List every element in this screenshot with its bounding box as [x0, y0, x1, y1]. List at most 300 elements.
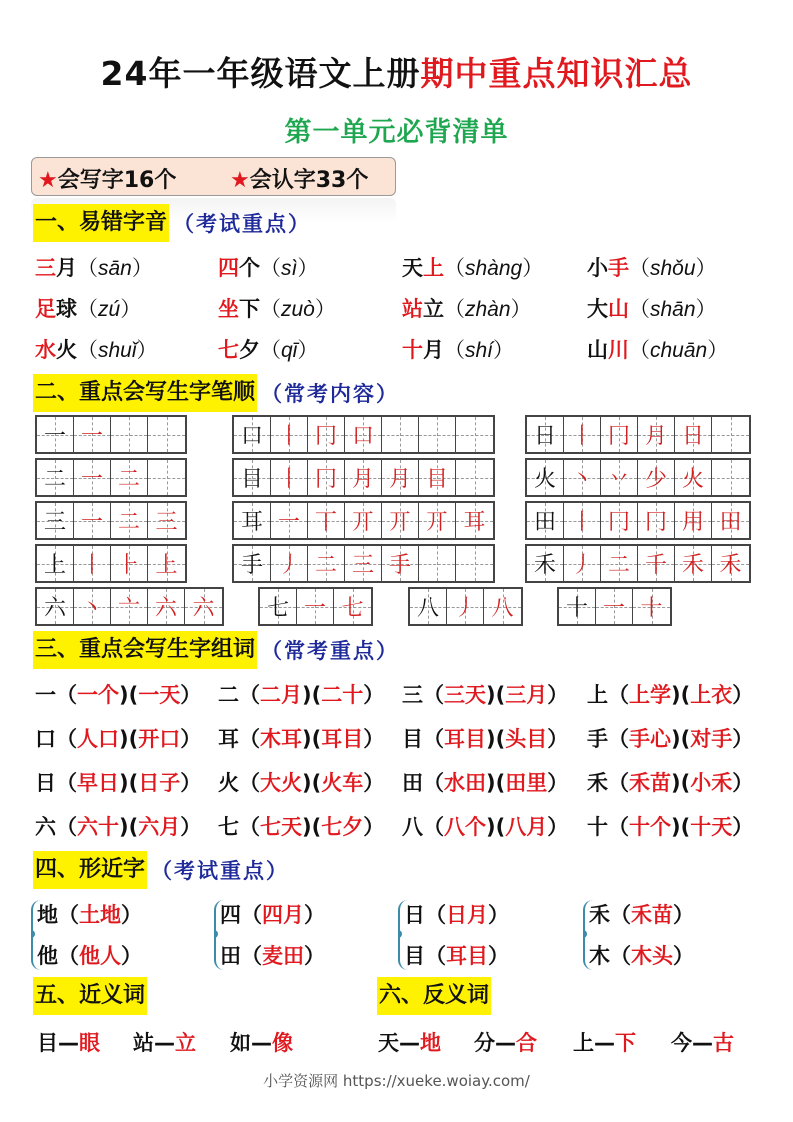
stroke-step: 丨: [80, 553, 103, 578]
grid-cell: [382, 460, 419, 495]
paren-mid: )(: [486, 771, 506, 795]
model-char: 十: [565, 596, 588, 621]
stroke-grid: [232, 544, 495, 583]
char-highlight: 手: [608, 256, 629, 280]
stroke-grid: [258, 587, 373, 626]
char-plain: 月: [56, 256, 77, 280]
word-1: 二月: [260, 683, 302, 707]
model-char: 上: [43, 553, 66, 578]
paren-close: ）: [488, 944, 509, 968]
stroke-step: 丨: [570, 424, 593, 449]
grid-cell: [111, 417, 148, 452]
word-2: 头目: [505, 727, 548, 751]
word: 他人: [79, 944, 121, 968]
paren-close: ）: [522, 256, 544, 280]
base-char: 火: [218, 771, 239, 795]
grid-cell: [111, 589, 148, 624]
word-2: 上衣: [690, 683, 733, 707]
paren-close: ）: [363, 683, 385, 707]
model-char: 口: [240, 424, 263, 449]
model-char: 手: [240, 553, 263, 578]
grid-cell: [564, 546, 601, 581]
paren-mid: )(: [486, 727, 506, 751]
model-char: 田: [533, 510, 556, 535]
word-1: 一个: [77, 683, 119, 707]
stroke-step: 丶: [80, 596, 103, 621]
stroke-step: 少: [644, 467, 667, 492]
word-2: 十天: [690, 815, 733, 839]
base-char: 二: [218, 683, 239, 707]
stroke-grid: [35, 415, 187, 454]
stroke-step: 冂: [314, 467, 337, 492]
paren-open: （: [610, 903, 631, 927]
stroke-step: 冂: [644, 510, 667, 535]
grid-cell: [148, 503, 185, 538]
base-char: 耳: [218, 727, 239, 751]
paren-close: ）: [180, 727, 202, 751]
grid-cell: [74, 589, 111, 624]
word-2: 六月: [138, 815, 181, 839]
stroke-step: 火: [681, 467, 704, 492]
word-group: [35, 679, 201, 709]
word-2: 三月: [505, 683, 548, 707]
word-2: 七夕: [321, 815, 364, 839]
grid-cell: [308, 417, 345, 452]
grid-cell: [410, 589, 447, 624]
star-icon: ★: [230, 168, 250, 193]
dash: —: [495, 1031, 516, 1055]
grid-cell: [74, 503, 111, 538]
word: 木头: [631, 944, 673, 968]
grid-cell: [111, 460, 148, 495]
char-plain: 夕: [239, 338, 260, 362]
paren-close: ）: [121, 903, 142, 927]
grid-cell: [564, 417, 601, 452]
grid-cell: [185, 589, 222, 624]
base-char: 六: [35, 815, 56, 839]
stroke-grid: [232, 415, 495, 454]
grid-cell: [601, 503, 638, 538]
base-char: 禾: [589, 903, 610, 927]
stroke-step: 丿: [570, 553, 593, 578]
similar-item: [220, 899, 325, 929]
char-plain: 球: [56, 297, 77, 321]
char-highlight: 七: [218, 338, 239, 362]
pinyin-text: zú: [98, 298, 121, 321]
word-group: [402, 723, 568, 753]
grid-cell: [260, 589, 297, 624]
stroke-grid: [525, 458, 751, 497]
word-1: 大火: [260, 771, 302, 795]
word-a: 站: [133, 1031, 154, 1055]
paren-close: ）: [304, 944, 325, 968]
grid-cell: [234, 503, 271, 538]
stroke-step: 二: [117, 467, 140, 492]
grid-cell: [148, 546, 185, 581]
paren-open: （: [239, 771, 260, 795]
base-char: 口: [35, 727, 56, 751]
stroke-step: 冂: [314, 424, 337, 449]
paren-close: ）: [695, 256, 717, 280]
grid-cell: [675, 460, 712, 495]
paren-open: （: [58, 944, 79, 968]
stroke-step: 二: [314, 553, 337, 578]
model-char: 耳: [240, 510, 263, 535]
stroke-step: 八: [491, 596, 514, 621]
word: 麦田: [262, 944, 304, 968]
grid-cell: [675, 503, 712, 538]
grid-cell: [37, 546, 74, 581]
grid-cell: [271, 503, 308, 538]
model-char: 三: [43, 510, 66, 535]
stroke-step: 丨: [277, 467, 300, 492]
base-char: 七: [218, 815, 239, 839]
paren-open: （: [239, 683, 260, 707]
page-subtitle: 第一单元必背清单: [284, 117, 509, 148]
stroke-step: 禾: [719, 553, 742, 578]
dash: —: [692, 1031, 713, 1055]
grid-cell: [111, 546, 148, 581]
grid-cell: [712, 417, 749, 452]
stroke-step: 月: [351, 467, 374, 492]
char-highlight: 山: [608, 297, 629, 321]
dash: —: [399, 1031, 420, 1055]
similar-item: [404, 940, 509, 970]
grid-cell: [234, 546, 271, 581]
paren-close: ）: [297, 256, 319, 280]
word-group: [587, 811, 753, 841]
pinyin-text: shàng: [465, 257, 523, 280]
grid-cell: [419, 417, 456, 452]
paren-close: ）: [510, 297, 532, 321]
pinyin-item: [35, 334, 158, 364]
paren-open: （: [239, 815, 260, 839]
section-3-heading: 三、重点会写生字组词 （常考重点）: [33, 631, 399, 669]
char-highlight: 足: [35, 297, 56, 321]
grid-cell: [419, 546, 456, 581]
char-plain: 火: [56, 338, 77, 362]
grid-cell: [456, 417, 493, 452]
char-highlight: 川: [608, 338, 629, 362]
model-char: 六: [43, 596, 66, 621]
section-2-heading: 二、重点会写生字笔顺 （常考内容）: [33, 374, 399, 412]
stroke-step: 千: [644, 553, 667, 578]
paren-open: （: [56, 727, 77, 751]
paren-open: （: [425, 903, 446, 927]
antonym-pair: [573, 1027, 636, 1057]
stroke-step: 田: [719, 510, 742, 535]
word-group: [218, 767, 384, 797]
word-1: 木耳: [260, 727, 302, 751]
section-4-heading: 四、形近字 （考试重点）: [33, 851, 289, 889]
word: 耳目: [446, 944, 488, 968]
word: 四月: [262, 903, 304, 927]
base-char: 地: [37, 903, 58, 927]
stroke-step: 丿: [277, 553, 300, 578]
word-1: 三天: [444, 683, 486, 707]
word-b: 立: [175, 1031, 196, 1055]
grid-cell: [234, 460, 271, 495]
paren-open: （: [444, 297, 465, 321]
grid-cell: [527, 503, 564, 538]
grid-cell: [308, 546, 345, 581]
paren-open: （: [610, 944, 631, 968]
grid-cell: [345, 503, 382, 538]
stroke-step: 一: [602, 596, 625, 621]
paren-mid: )(: [302, 683, 322, 707]
pinyin-text: shí: [465, 339, 494, 362]
char-plain: 大: [587, 297, 608, 321]
word-b: 眼: [79, 1031, 100, 1055]
paren-mid: )(: [671, 683, 691, 707]
word-group: [35, 723, 201, 753]
base-char: 他: [37, 944, 58, 968]
paren-open: （: [260, 256, 281, 280]
stroke-grid: [408, 587, 523, 626]
pinyin-item: [218, 334, 318, 364]
stroke-step: 丨: [277, 424, 300, 449]
model-char: 禾: [533, 553, 556, 578]
paren-close: ）: [363, 727, 385, 751]
paren-close: ）: [673, 944, 694, 968]
footer-watermark: 小学资源网 https://xueke.woiay.com/: [263, 1072, 530, 1090]
word-group: [218, 811, 384, 841]
similar-item: [37, 899, 142, 929]
antonym-pair: [474, 1027, 537, 1057]
stroke-grid: [232, 501, 495, 540]
paren-open: （: [608, 815, 629, 839]
stroke-grid: [525, 415, 751, 454]
stroke-step: 丌: [425, 510, 448, 535]
word-a: 今: [671, 1031, 692, 1055]
dash: —: [58, 1031, 79, 1055]
paren-close: ）: [121, 944, 142, 968]
stroke-step: 用: [681, 510, 704, 535]
grid-cell: [601, 546, 638, 581]
word-b: 像: [272, 1031, 293, 1055]
stroke-step: 十: [640, 596, 663, 621]
paren-open: （: [58, 903, 79, 927]
word-b: 合: [516, 1031, 537, 1055]
grid-cell: [712, 460, 749, 495]
grid-cell: [37, 503, 74, 538]
stroke-grid: [232, 458, 495, 497]
char-highlight: 十: [402, 338, 423, 362]
grid-cell: [382, 546, 419, 581]
paren-open: （: [629, 297, 650, 321]
stroke-step: 亠: [117, 596, 140, 621]
word-1: 八个: [444, 815, 486, 839]
paren-mid: )(: [671, 771, 691, 795]
grid-cell: [447, 589, 484, 624]
grid-cell: [527, 460, 564, 495]
word-2: 小禾: [690, 771, 733, 795]
pinyin-item: [587, 293, 717, 323]
stroke-step: 丶: [570, 467, 593, 492]
base-char: 上: [587, 683, 608, 707]
grid-cell: [74, 460, 111, 495]
write-count: ★会写字16个: [38, 168, 177, 193]
paren-open: （: [608, 683, 629, 707]
word-group: [587, 767, 753, 797]
word-group: [218, 723, 384, 753]
base-char: 田: [220, 944, 241, 968]
word-2: 二十: [321, 683, 364, 707]
grid-cell: [601, 460, 638, 495]
synonym-pair: [230, 1027, 293, 1057]
paren-close: ）: [695, 297, 717, 321]
section-5-heading: 五、近义词: [33, 977, 147, 1015]
word-group: [402, 811, 568, 841]
grid-cell: [148, 589, 185, 624]
stroke-step: ⺊: [117, 553, 140, 578]
grid-cell: [638, 460, 675, 495]
word-2: 田里: [505, 771, 548, 795]
word-group: [587, 723, 753, 753]
paren-open: （: [241, 944, 262, 968]
char-plain: 山: [587, 338, 608, 362]
paren-close: ）: [180, 771, 202, 795]
stroke-step: 口: [351, 424, 374, 449]
paren-open: （: [423, 815, 444, 839]
stroke-grid: [525, 501, 751, 540]
grid-cell: [527, 417, 564, 452]
dash: —: [594, 1031, 615, 1055]
word: 日月: [446, 903, 488, 927]
paren-close: ）: [136, 338, 158, 362]
base-char: 目: [404, 944, 425, 968]
stroke-step: 丨: [570, 510, 593, 535]
char-plain: 月: [423, 338, 444, 362]
base-char: 一: [35, 683, 56, 707]
stroke-step: 一: [277, 510, 300, 535]
word-2: 火车: [321, 771, 364, 795]
paren-mid: )(: [486, 815, 506, 839]
stroke-grid: [35, 458, 187, 497]
pinyin-item: [402, 293, 532, 323]
word-1: 水田: [444, 771, 486, 795]
base-char: 日: [35, 771, 56, 795]
grid-cell: [638, 546, 675, 581]
word-2: 开口: [138, 727, 181, 751]
paren-mid: )(: [119, 727, 139, 751]
word-b: 地: [420, 1031, 441, 1055]
char-highlight: 上: [423, 256, 444, 280]
stroke-step: 三: [155, 510, 178, 535]
dash: —: [251, 1031, 272, 1055]
similar-item: [220, 940, 325, 970]
grid-cell: [37, 460, 74, 495]
stroke-step: 禾: [681, 553, 704, 578]
grid-cell: [382, 503, 419, 538]
stroke-step: 一: [303, 596, 326, 621]
word-group: [35, 811, 201, 841]
page-title: [0, 48, 793, 95]
stroke-step: 一: [80, 467, 103, 492]
base-char: 三: [402, 683, 423, 707]
pinyin-item: [35, 252, 153, 282]
paren-close: ）: [304, 903, 325, 927]
similar-item: [589, 940, 694, 970]
grid-cell: [382, 417, 419, 452]
word-1: 六十: [77, 815, 119, 839]
word-1: 早日: [77, 771, 119, 795]
paren-close: ）: [547, 771, 569, 795]
grid-cell: [148, 417, 185, 452]
grid-cell: [559, 589, 596, 624]
paren-close: ）: [732, 815, 754, 839]
grid-cell: [297, 589, 334, 624]
paren-mid: )(: [671, 815, 691, 839]
grid-cell: [638, 417, 675, 452]
word-2: 八月: [505, 815, 548, 839]
pinyin-item: [218, 252, 318, 282]
char-highlight: 坐: [218, 297, 239, 321]
paren-open: （: [444, 256, 465, 280]
word: 禾苗: [631, 903, 673, 927]
paren-close: ）: [314, 297, 336, 321]
char-highlight: 四: [218, 256, 239, 280]
stroke-step: 上: [155, 553, 178, 578]
grid-cell: [633, 589, 670, 624]
paren-mid: )(: [119, 771, 139, 795]
stroke-step: 手: [388, 553, 411, 578]
word-1: 人口: [77, 727, 119, 751]
pinyin-text: zuò: [281, 298, 315, 321]
word-group: [402, 679, 568, 709]
paren-close: ）: [120, 297, 142, 321]
stroke-step: 七: [341, 596, 364, 621]
pinyin-item: [35, 293, 141, 323]
grid-cell: [271, 546, 308, 581]
word-2: 一天: [138, 683, 181, 707]
char-highlight: 水: [35, 338, 56, 362]
grid-cell: [308, 460, 345, 495]
paren-open: （: [260, 297, 281, 321]
base-char: 十: [587, 815, 608, 839]
word-a: 目: [37, 1031, 58, 1055]
pinyin-text: chuān: [650, 339, 708, 362]
paren-open: （: [56, 683, 77, 707]
word-b: 下: [615, 1031, 636, 1055]
word-a: 上: [573, 1031, 594, 1055]
grid-cell: [712, 503, 749, 538]
word-b: 古: [713, 1031, 734, 1055]
stroke-step: 丷: [607, 467, 630, 492]
paren-mid: )(: [302, 815, 322, 839]
antonym-pair: [378, 1027, 441, 1057]
word-group: [587, 679, 753, 709]
paren-open: （: [56, 771, 77, 795]
word-1: 耳目: [444, 727, 486, 751]
grid-cell: [308, 503, 345, 538]
grid-cell: [564, 460, 601, 495]
base-char: 手: [587, 727, 608, 751]
grid-cell: [334, 589, 371, 624]
grid-cell: [37, 417, 74, 452]
synonym-pair: [37, 1027, 100, 1057]
word-1: 上学: [629, 683, 671, 707]
grid-cell: [419, 460, 456, 495]
paren-close: ）: [180, 683, 202, 707]
paren-close: ）: [673, 903, 694, 927]
paren-close: ）: [707, 338, 729, 362]
word-2: 对手: [690, 727, 733, 751]
pinyin-text: qī: [281, 339, 298, 362]
grid-cell: [271, 460, 308, 495]
paren-close: ）: [732, 683, 754, 707]
base-char: 木: [589, 944, 610, 968]
